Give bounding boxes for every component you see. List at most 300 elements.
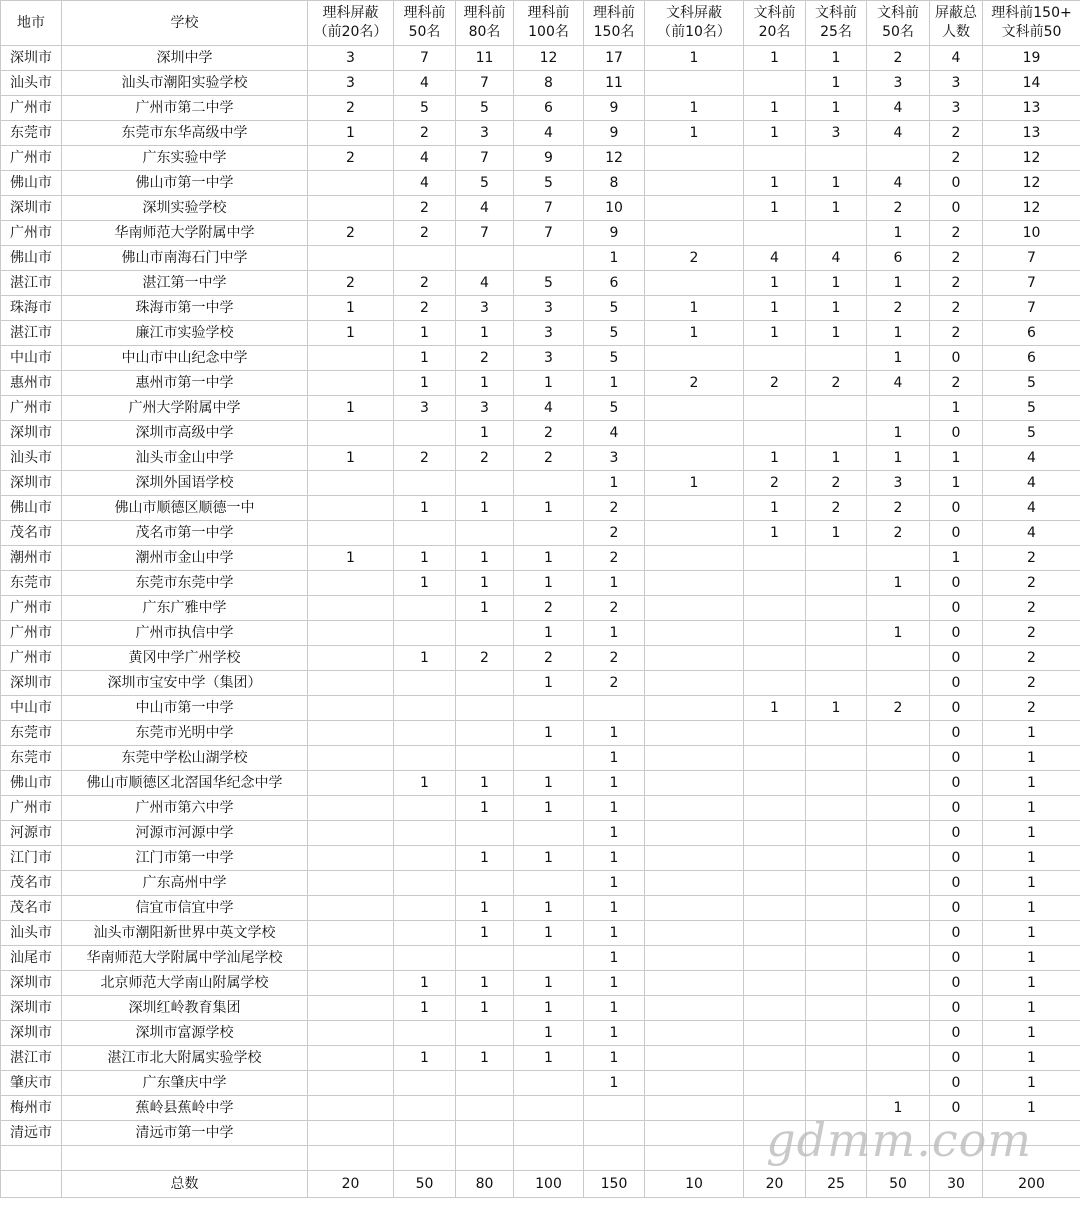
count-cell: 1 xyxy=(867,421,930,446)
count-cell: 0 xyxy=(930,746,983,771)
count-cell: 3 xyxy=(308,71,394,96)
count-cell xyxy=(744,346,806,371)
count-cell xyxy=(308,996,394,1021)
count-cell: 2 xyxy=(930,246,983,271)
count-cell xyxy=(308,721,394,746)
count-cell: 2 xyxy=(744,371,806,396)
table-row xyxy=(1,671,1080,696)
count-cell: 2 xyxy=(308,221,394,246)
count-cell xyxy=(514,1071,584,1096)
count-cell: 4 xyxy=(514,396,584,421)
count-cell: 1 xyxy=(584,721,645,746)
table-row xyxy=(1,421,1080,446)
count-cell: 2 xyxy=(983,621,1080,646)
count-cell xyxy=(308,521,394,546)
count-cell: 1 xyxy=(983,746,1080,771)
school-cell: 广州大学附属中学 xyxy=(62,396,308,421)
count-cell: 4 xyxy=(867,96,930,121)
table-row xyxy=(1,971,1080,996)
table-row xyxy=(1,71,1080,96)
count-cell: 2 xyxy=(514,421,584,446)
count-cell xyxy=(394,796,456,821)
school-cell xyxy=(62,1146,308,1171)
city-cell: 中山市 xyxy=(1,346,62,371)
count-cell: 2 xyxy=(394,271,456,296)
count-cell: 3 xyxy=(456,296,514,321)
count-cell xyxy=(806,1121,867,1146)
header-cell xyxy=(983,1,1080,46)
table-row xyxy=(1,696,1080,721)
count-cell: 2 xyxy=(394,221,456,246)
city-cell: 东莞市 xyxy=(1,121,62,146)
count-cell xyxy=(744,846,806,871)
count-cell xyxy=(930,1121,983,1146)
count-cell xyxy=(645,146,744,171)
count-cell: 1 xyxy=(584,371,645,396)
city-cell: 广州市 xyxy=(1,221,62,246)
count-cell: 1 xyxy=(983,921,1080,946)
count-cell xyxy=(867,646,930,671)
watermark-logo: gdmm.com xyxy=(766,1113,1032,1167)
count-cell xyxy=(806,621,867,646)
header-text: 文科前 xyxy=(753,5,796,21)
count-cell xyxy=(806,1071,867,1096)
count-cell: 0 xyxy=(930,571,983,596)
count-cell: 5 xyxy=(456,96,514,121)
count-cell: 1 xyxy=(983,996,1080,1021)
school-cell: 广东高州中学 xyxy=(62,871,308,896)
city-cell: 广州市 xyxy=(1,646,62,671)
city-cell: 深圳市 xyxy=(1,46,62,71)
count-cell: 1 xyxy=(806,696,867,721)
count-cell xyxy=(744,421,806,446)
count-cell xyxy=(744,971,806,996)
count-cell: 0 xyxy=(930,871,983,896)
header-text: 50名 xyxy=(408,24,441,40)
count-cell xyxy=(456,1096,514,1121)
count-cell: 1 xyxy=(456,496,514,521)
count-cell: 2 xyxy=(806,471,867,496)
header-text: 理科前 xyxy=(593,5,635,21)
count-cell: 19 xyxy=(983,46,1080,71)
count-cell xyxy=(645,821,744,846)
count-cell xyxy=(645,596,744,621)
count-cell xyxy=(394,946,456,971)
table-row xyxy=(1,996,1080,1021)
school-cell: 信宜市信宜中学 xyxy=(62,896,308,921)
count-cell: 5 xyxy=(584,396,645,421)
count-cell: 5 xyxy=(456,171,514,196)
count-cell: 1 xyxy=(456,996,514,1021)
school-cell: 广州市执信中学 xyxy=(62,621,308,646)
count-cell: 0 xyxy=(930,521,983,546)
count-cell: 1 xyxy=(514,1046,584,1071)
school-cell: 清远市第一中学 xyxy=(62,1121,308,1146)
school-cell: 广东实验中学 xyxy=(62,146,308,171)
count-cell: 4 xyxy=(394,171,456,196)
count-cell: 2 xyxy=(308,146,394,171)
count-cell xyxy=(645,896,744,921)
city-cell: 广州市 xyxy=(1,596,62,621)
count-cell xyxy=(744,396,806,421)
header-cell xyxy=(514,1,584,46)
count-cell xyxy=(514,1146,584,1171)
school-cell: 惠州市第一中学 xyxy=(62,371,308,396)
count-cell xyxy=(867,1146,930,1171)
count-cell xyxy=(584,1096,645,1121)
count-cell xyxy=(308,1146,394,1171)
count-cell xyxy=(394,671,456,696)
total-cell: 20 xyxy=(744,1171,806,1198)
count-cell: 1 xyxy=(867,221,930,246)
city-cell: 汕头市 xyxy=(1,446,62,471)
count-cell: 2 xyxy=(930,221,983,246)
table-row xyxy=(1,221,1080,246)
school-cell: 茂名市第一中学 xyxy=(62,521,308,546)
count-cell: 8 xyxy=(584,171,645,196)
table-row xyxy=(1,521,1080,546)
school-cell: 东莞市光明中学 xyxy=(62,721,308,746)
count-cell: 4 xyxy=(983,471,1080,496)
count-cell: 1 xyxy=(308,121,394,146)
count-cell xyxy=(645,696,744,721)
city-cell: 汕头市 xyxy=(1,71,62,96)
count-cell xyxy=(394,1146,456,1171)
count-cell: 9 xyxy=(584,221,645,246)
city-cell: 中山市 xyxy=(1,696,62,721)
count-cell xyxy=(308,171,394,196)
city-cell: 广州市 xyxy=(1,96,62,121)
count-cell: 0 xyxy=(930,621,983,646)
school-cell: 佛山市南海石门中学 xyxy=(62,246,308,271)
count-cell xyxy=(744,546,806,571)
count-cell xyxy=(456,871,514,896)
count-cell xyxy=(308,746,394,771)
count-cell xyxy=(645,1021,744,1046)
city-cell: 潮州市 xyxy=(1,546,62,571)
count-cell: 2 xyxy=(514,646,584,671)
count-cell xyxy=(806,771,867,796)
count-cell: 5 xyxy=(983,371,1080,396)
school-cell: 广东肇庆中学 xyxy=(62,1071,308,1096)
table-row xyxy=(1,471,1080,496)
school-cell: 江门市第一中学 xyxy=(62,846,308,871)
count-cell: 4 xyxy=(867,171,930,196)
count-cell: 2 xyxy=(930,121,983,146)
count-cell xyxy=(308,896,394,921)
count-cell: 8 xyxy=(514,71,584,96)
count-cell: 3 xyxy=(456,121,514,146)
count-cell: 1 xyxy=(394,971,456,996)
count-cell xyxy=(456,471,514,496)
count-cell xyxy=(744,646,806,671)
count-cell xyxy=(867,946,930,971)
count-cell xyxy=(394,471,456,496)
school-cell: 佛山市顺德区顺德一中 xyxy=(62,496,308,521)
count-cell xyxy=(645,546,744,571)
count-cell: 4 xyxy=(930,46,983,71)
table-row xyxy=(1,1146,1080,1171)
count-cell: 1 xyxy=(394,996,456,1021)
count-cell xyxy=(645,571,744,596)
count-cell xyxy=(744,996,806,1021)
school-cell: 深圳外国语学校 xyxy=(62,471,308,496)
count-cell: 1 xyxy=(584,846,645,871)
count-cell xyxy=(645,171,744,196)
count-cell xyxy=(744,1096,806,1121)
count-cell: 0 xyxy=(930,1046,983,1071)
header-text: 80名 xyxy=(468,24,501,40)
count-cell xyxy=(867,671,930,696)
count-cell xyxy=(584,696,645,721)
count-cell xyxy=(645,721,744,746)
header-text: 理科前 xyxy=(527,5,570,21)
table-row xyxy=(1,946,1080,971)
table-row xyxy=(1,171,1080,196)
header-text: 100名 xyxy=(528,24,569,40)
count-cell xyxy=(867,746,930,771)
count-cell xyxy=(584,1121,645,1146)
count-cell: 0 xyxy=(930,771,983,796)
table-row xyxy=(1,321,1080,346)
count-cell: 2 xyxy=(456,346,514,371)
count-cell: 0 xyxy=(930,896,983,921)
count-cell xyxy=(456,721,514,746)
count-cell: 4 xyxy=(744,246,806,271)
count-cell: 6 xyxy=(514,96,584,121)
school-cell: 蕉岭县蕉岭中学 xyxy=(62,1096,308,1121)
header-text: 理科前 xyxy=(463,5,506,21)
count-cell xyxy=(744,221,806,246)
count-cell xyxy=(645,396,744,421)
count-cell: 3 xyxy=(584,446,645,471)
count-cell xyxy=(806,646,867,671)
header-cell xyxy=(744,1,806,46)
count-cell xyxy=(308,196,394,221)
count-cell xyxy=(867,546,930,571)
count-cell: 1 xyxy=(983,821,1080,846)
school-cell: 深圳市宝安中学（集团） xyxy=(62,671,308,696)
count-cell xyxy=(806,921,867,946)
table-row xyxy=(1,596,1080,621)
count-cell xyxy=(645,946,744,971)
count-cell: 7 xyxy=(514,221,584,246)
count-cell xyxy=(806,396,867,421)
total-cell: 50 xyxy=(394,1171,456,1198)
header-cell xyxy=(930,1,983,46)
count-cell: 3 xyxy=(514,321,584,346)
count-cell xyxy=(308,696,394,721)
count-cell: 2 xyxy=(394,121,456,146)
city-cell: 深圳市 xyxy=(1,996,62,1021)
count-cell: 1 xyxy=(744,696,806,721)
count-cell xyxy=(514,1096,584,1121)
count-cell xyxy=(744,771,806,796)
count-cell: 12 xyxy=(983,196,1080,221)
header-text: 屏蔽总 xyxy=(935,5,977,21)
count-cell: 1 xyxy=(584,471,645,496)
count-cell xyxy=(806,1146,867,1171)
school-cell: 广东广雅中学 xyxy=(62,596,308,621)
table-row xyxy=(1,446,1080,471)
count-cell: 2 xyxy=(584,596,645,621)
count-cell xyxy=(645,646,744,671)
count-cell: 1 xyxy=(983,1021,1080,1046)
count-cell: 2 xyxy=(930,271,983,296)
count-cell: 0 xyxy=(930,971,983,996)
count-cell xyxy=(514,521,584,546)
count-cell: 2 xyxy=(584,496,645,521)
count-cell: 5 xyxy=(584,346,645,371)
school-cell: 佛山市第一中学 xyxy=(62,171,308,196)
count-cell xyxy=(308,796,394,821)
count-cell xyxy=(645,871,744,896)
total-row xyxy=(1,1171,1080,1198)
count-cell: 3 xyxy=(394,396,456,421)
count-cell: 1 xyxy=(645,471,744,496)
header-cell xyxy=(867,1,930,46)
city-cell: 惠州市 xyxy=(1,371,62,396)
city-cell: 东莞市 xyxy=(1,571,62,596)
count-cell xyxy=(394,1121,456,1146)
count-cell xyxy=(645,746,744,771)
count-cell: 2 xyxy=(645,246,744,271)
count-cell: 12 xyxy=(983,146,1080,171)
count-cell xyxy=(867,796,930,821)
count-cell: 0 xyxy=(930,796,983,821)
school-cell: 汕头市金山中学 xyxy=(62,446,308,471)
table-row xyxy=(1,96,1080,121)
school-cell: 汕头市潮阳实验学校 xyxy=(62,71,308,96)
city-cell: 深圳市 xyxy=(1,1021,62,1046)
header-text: 人数 xyxy=(942,24,970,40)
count-cell: 5 xyxy=(514,171,584,196)
count-cell xyxy=(308,1096,394,1121)
count-cell xyxy=(806,871,867,896)
count-cell xyxy=(394,896,456,921)
count-cell xyxy=(394,921,456,946)
total-cell: 80 xyxy=(456,1171,514,1198)
count-cell xyxy=(744,1071,806,1096)
count-cell: 3 xyxy=(930,71,983,96)
count-cell xyxy=(394,746,456,771)
count-cell: 14 xyxy=(983,71,1080,96)
city-cell: 广州市 xyxy=(1,396,62,421)
count-cell: 1 xyxy=(744,121,806,146)
count-cell: 2 xyxy=(584,671,645,696)
city-cell: 深圳市 xyxy=(1,471,62,496)
count-cell: 3 xyxy=(308,46,394,71)
count-cell xyxy=(456,821,514,846)
count-cell: 0 xyxy=(930,946,983,971)
count-cell xyxy=(514,746,584,771)
city-cell: 梅州市 xyxy=(1,1096,62,1121)
table-row xyxy=(1,1096,1080,1121)
count-cell xyxy=(308,596,394,621)
count-cell: 1 xyxy=(867,1096,930,1121)
table-row xyxy=(1,1046,1080,1071)
count-cell: 1 xyxy=(806,446,867,471)
table-row xyxy=(1,196,1080,221)
count-cell: 1 xyxy=(456,321,514,346)
count-cell: 2 xyxy=(983,696,1080,721)
count-cell: 1 xyxy=(456,421,514,446)
count-cell xyxy=(308,421,394,446)
count-cell: 2 xyxy=(930,371,983,396)
count-cell: 1 xyxy=(308,396,394,421)
count-cell xyxy=(394,721,456,746)
count-cell: 1 xyxy=(645,46,744,71)
count-cell xyxy=(645,996,744,1021)
count-cell xyxy=(456,1146,514,1171)
school-cell: 深圳市富源学校 xyxy=(62,1021,308,1046)
count-cell: 3 xyxy=(514,296,584,321)
count-cell: 1 xyxy=(394,321,456,346)
count-cell: 2 xyxy=(584,521,645,546)
city-cell: 河源市 xyxy=(1,821,62,846)
count-cell: 0 xyxy=(930,421,983,446)
count-cell xyxy=(394,846,456,871)
count-cell: 4 xyxy=(456,196,514,221)
count-cell xyxy=(645,1071,744,1096)
count-cell: 1 xyxy=(806,46,867,71)
city-cell: 佛山市 xyxy=(1,771,62,796)
count-cell: 2 xyxy=(930,146,983,171)
count-cell: 1 xyxy=(514,621,584,646)
count-cell: 1 xyxy=(514,571,584,596)
count-cell xyxy=(744,946,806,971)
count-cell: 0 xyxy=(930,171,983,196)
count-cell xyxy=(806,971,867,996)
count-cell: 1 xyxy=(983,896,1080,921)
count-cell xyxy=(806,671,867,696)
city-cell: 茂名市 xyxy=(1,521,62,546)
count-cell xyxy=(308,1121,394,1146)
table-header xyxy=(1,1,1080,46)
count-cell xyxy=(744,1121,806,1146)
total-cell: 20 xyxy=(308,1171,394,1198)
count-cell xyxy=(645,346,744,371)
count-cell xyxy=(867,146,930,171)
city-cell: 佛山市 xyxy=(1,171,62,196)
count-cell: 1 xyxy=(456,846,514,871)
count-cell: 0 xyxy=(930,1071,983,1096)
count-cell xyxy=(744,821,806,846)
count-cell: 2 xyxy=(867,696,930,721)
count-cell: 1 xyxy=(456,896,514,921)
count-cell: 7 xyxy=(983,271,1080,296)
count-cell: 17 xyxy=(584,46,645,71)
table-row xyxy=(1,496,1080,521)
count-cell: 13 xyxy=(983,121,1080,146)
count-cell xyxy=(584,1146,645,1171)
count-cell: 1 xyxy=(456,971,514,996)
table-row xyxy=(1,846,1080,871)
count-cell xyxy=(867,396,930,421)
count-cell xyxy=(645,71,744,96)
count-cell xyxy=(394,871,456,896)
count-cell: 2 xyxy=(584,546,645,571)
count-cell xyxy=(456,1021,514,1046)
count-cell xyxy=(867,596,930,621)
count-cell xyxy=(645,621,744,646)
count-cell: 1 xyxy=(930,396,983,421)
table-row xyxy=(1,1071,1080,1096)
city-cell: 深圳市 xyxy=(1,671,62,696)
count-cell xyxy=(308,921,394,946)
count-cell xyxy=(744,1021,806,1046)
count-cell: 2 xyxy=(308,271,394,296)
